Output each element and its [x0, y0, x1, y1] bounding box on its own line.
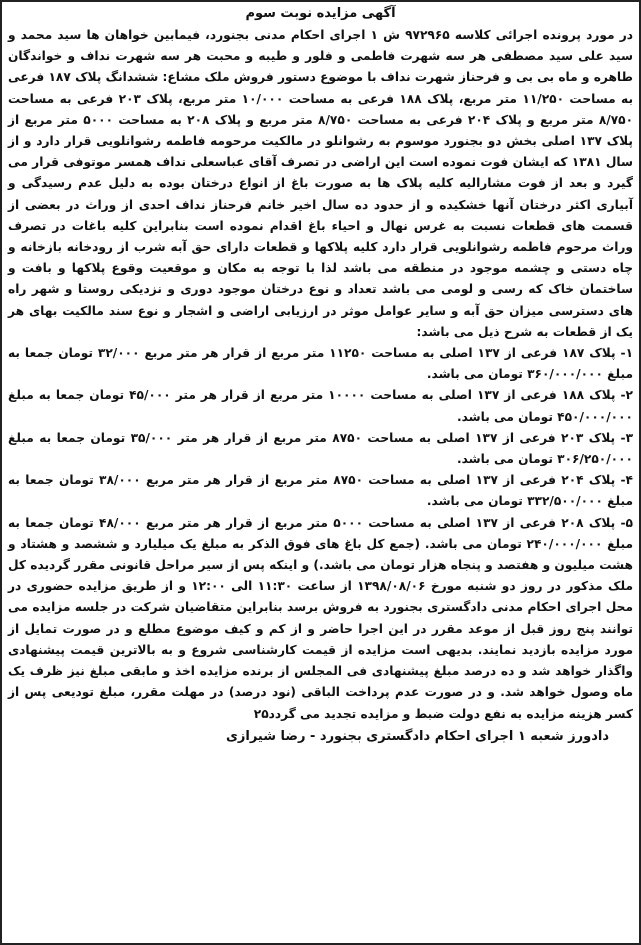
parcel-list — [8, 343, 633, 725]
parcel-item-2: ۲- پلاک ۱۸۸ فرعی از ۱۳۷ اصلی به مساحت ۱۰۰۰۰ متر مربع از قرار هر متر ۴۵/۰۰۰ تومان جمعا به مبلغ ۴۵۰/۰۰۰/۰۰۰ تومان می باشد. — [8, 388, 633, 424]
parcel-item-3: ۳- پلاک ۲۰۳ فرعی از ۱۳۷ اصلی به مساحت ۸۷۵۰ متر مربع از قرار هر متر ۳۵/۰۰۰ تومان جمعا به مبلغ ۳۰۶/۲۵۰/۰۰۰ تومان می باشد. — [8, 430, 634, 467]
notice-body — [8, 25, 633, 725]
notice-title: آگهی مزایده نوبت سوم — [245, 6, 396, 21]
parcel-item-5: ۵- پلاک ۲۰۸ فرعی از ۱۳۷ اصلی به مساحت ۵۰۰۰ متر مربع از قرار هر متر مربع ۴۸/۰۰۰ تومان جمعا به مبلغ ۲۴۰/۰۰۰/۰۰۰ تومان می باشد. (جمع کل باغ های فوق الذکر به مبلغ یک میلیارد و ششصد و هشتاد و هشت میلیون و هفتصد و پنجاه هزار تومان می باشد.) و اینکه پس از سیر مراحل قانونی مقرر گردیده کل ملک مذکور در روز دو شنبه مورخ ۱۳۹۸/۰۸/۰۶ از ساعت ۱۱:۳۰ الی ۱۲:۰۰ و از طریق مزایده حضوری در محل اجرای احکام مدنی دادگستری بجنورد به فروش برسد بنابراین متقاضیان شرکت در جلسه مزایده می توانند پنج روز قبل از موعد مقرر در این اجرا حاضر و از کم و کیف موضوع مطلع و در صورت تمایل از مورد مزایده بازدید نمایند. بدیهی است مزایده از قیمت کارشناسی شروع و به بالاترین قیمت پیشنهادی واگذار خواهد شد و ده درصد مبلغ پیشنهادی فی المجلس از برنده مزایده اخذ و مابقی مبلغ نیز ظرف یک ماه وصول خواهد شد. و در صورت عدم پرداخت الباقی (نود درصد) در مهلت مقرر، مبلغ تودیعی پس از کسر هزینه مزایده به نفع دولت ضبط و مزایده تجدید می گردد۲۵ — [8, 515, 634, 721]
parcel-item-4: ۴- پلاک ۲۰۴ فرعی از ۱۳۷ اصلی به مساحت ۸۷۵۰ متر مربع از قرار هر متر مربع ۳۸/۰۰۰ تومان جمعا به مبلغ ۳۳۲/۵۰۰/۰۰۰ تومان می باشد. — [8, 473, 633, 509]
parcel-item-1: ۱- پلاک ۱۸۷ فرعی از ۱۳۷ اصلی به مساحت ۱۱۲۵۰ متر مربع از قرار هر متر مربع ۳۲/۰۰۰ تومان جمعا به مبلغ ۳۶۰/۰۰۰/۰۰۰ تومان می باشد. — [8, 346, 634, 382]
notice-signature: دادورز شعبه ۱ اجرای احکام دادگستری بجنورد - رضا شیرازی — [225, 728, 609, 744]
notice-intro: در مورد پرونده اجرائی کلاسه ۹۷۲۹۶۵ ش ۱ اجرای احکام مدنی بجنورد، فیمابین خواهان ها سید محمد و سید علی سید مصطفی هر سه شهرت فاطمی و فلور و طیبه و محبت هر سه شهرت نداف و خواندگان طاهره و ماه بی بی و فرحناز شهرت نداف با موضوع دستور فروش ملک مشاع: ششدانگ پلاک ۱۸۷ فرعی به مساحت ۱۱/۲۵۰ متر مربع، پلاک ۱۸۸ فرعی به مساحت ۱۰/۰۰۰ متر مربع، پلاک ۲۰۳ فرعی به مساحت ۸/۷۵۰ متر مربع و پلاک ۲۰۴ فرعی به مساحت ۸/۷۵۰ متر مربع و پلاک ۲۰۸ به مساحت ۵۰۰۰ متر مربع از پلاک ۱۳۷ اصلی بخش دو بجنورد موسوم به رشوانلو در مالکیت مرحومه فاطمه رشوانلویی قرار دارد و از سال ۱۳۸۱ که ایشان فوت نموده است این اراضی در تصرف آقای عباسعلی نداف همسر موتوفی قرار می گیرد و بعد از فوت مشارالیه کلیه پلاک ها به صورت باغ از انواع درختان بوده به دلیل عدم رسیدگی و آبیاری اکثر درختان آنها خشکیده و از حدود ده سال اخیر خانم فرحناز نداف احدی از وراث در بعضی از قسمت های قطعات نسبت به غرس نهال و احیاء باغ اقدام نموده است بنابراین کلیه باغات در تصرف وراث مرحوم فاطمه رشوانلویی قرار دارد کلیه پلاکها و قطعات دارای حق آبه شرب از رودخانه بازخانه و چاه دستی و چشمه موجود در منطقه می باشد لذا با توجه به مکان و موقعیت وقوع پلاکها و بافت و ساختمان خاک که رسی و لومی می باشد تعداد و نوع درختان موجود دوری و نزدیکی روستا و شهر راه های دسترسی میزان حق آبه و سایر عوامل موثر در ارزیابی اراضی و اشجار و نوع سند مالکیت بهای هر یک از قطعات به شرح ذیل می باشد: — [8, 28, 634, 339]
